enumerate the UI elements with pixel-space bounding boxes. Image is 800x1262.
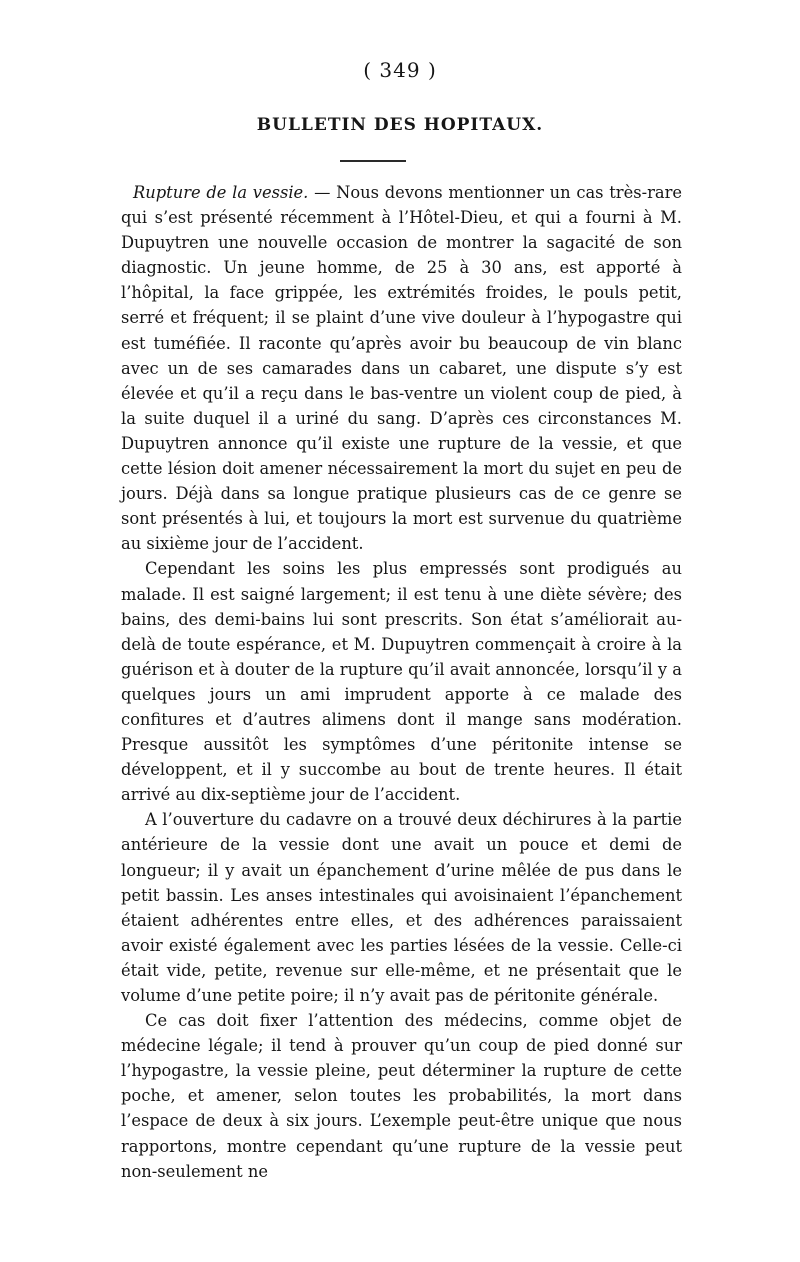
paragraph-text: — Nous devons mentionner un cas très-rare qui s’est présenté récemment à l’Hôtel-Dieu, et qui a fourni à M. Dupuytren une nouvelle occasion de montrer la sagacité de son diagnostic. Un jeune homme, de 25 à 30 ans, est apporté à l’hôpital, la face grippée, les extrémités froides, le pouls petit, serré et fréquent; il se plaint d’une vive douleur à l’hypogastre qui est tuméfiée. Il raconte qu’après avoir bu beaucoup de vin blanc avec un de ses camarades dans un cabaret, une dispute s’y est élevée et qu’il a reçu dans le bas-ventre un violent coup de pied, à la suite duquel il a uriné du sang. D’après ces circonstances M. Dupuytren annonce qu’il existe une rupture de la vessie, et que cette lésion doit amener nécessairement la mort du sujet en peu de jours. Déjà dans sa longue pratique plusieurs cas de ce genre se sont présentés à lui, et toujours la mort est survenue du quatrième au sixième jour de l’accident. <box>121 183 682 554</box>
paragraph: Cependant les soins les plus empressés sont prodigués au malade. Il est saigné largement; il est tenu à une diète sévère; des bains, des demi-bains lui sont prescrits. Son état s’améliorait au-delà de toute espérance, et M. Dupuytren commençait à croire à la guérison et à douter de la rupture qu’il avait annoncée, lorsqu’il y a quelques jours un ami imprudent apporte à ce malade des confitures et d’autres alimens dont il mange sans modération. Presque aussitôt les symptômes d’une péritonite intense se développent, et il y succombe au bout de trente heures. Il était arrivé au dix-septième jour de l’accident. <box>121 559 682 805</box>
section-divider <box>340 160 406 162</box>
paragraph: A l’ouverture du cadavre on a trouvé deux déchirures à la partie antérieure de la vessie dont une avait un pouce et demi de longueur; il y avait un épanchement d’urine mêlée de pus dans le petit bassin. Les anses intestinales qui avoisinaient l’épanchement étaient adhérentes entre elles, et des adhérences paraissaient avoir existé également avec les parties lésées de la vessie. Celle-ci était vide, petite, revenue sur elle-même, et ne présentait que le volume d’une petite poire; il n’y avait pas de péritonite générale. <box>121 810 682 1005</box>
running-head: BULLETIN DES HOPITAUX. <box>256 115 544 135</box>
article-body <box>121 180 682 1184</box>
page-number: ( 349 ) <box>363 58 437 82</box>
paragraph: Ce cas doit fixer l’attention des médecins, comme objet de médecine légale; il tend à prouver qu’un coup de pied donné sur l’hypogastre, la vessie pleine, peut déterminer la rupture de cette poche, et amener, selon toutes les probabilités, la mort dans l’espace de deux à six jours. L’exemple peut-être unique que nous rapportons, montre cependant qu’une rupture de la vessie peut non-seulement ne <box>121 1011 682 1181</box>
paragraph <box>121 180 682 556</box>
article-title: Rupture de la vessie. <box>133 183 309 202</box>
